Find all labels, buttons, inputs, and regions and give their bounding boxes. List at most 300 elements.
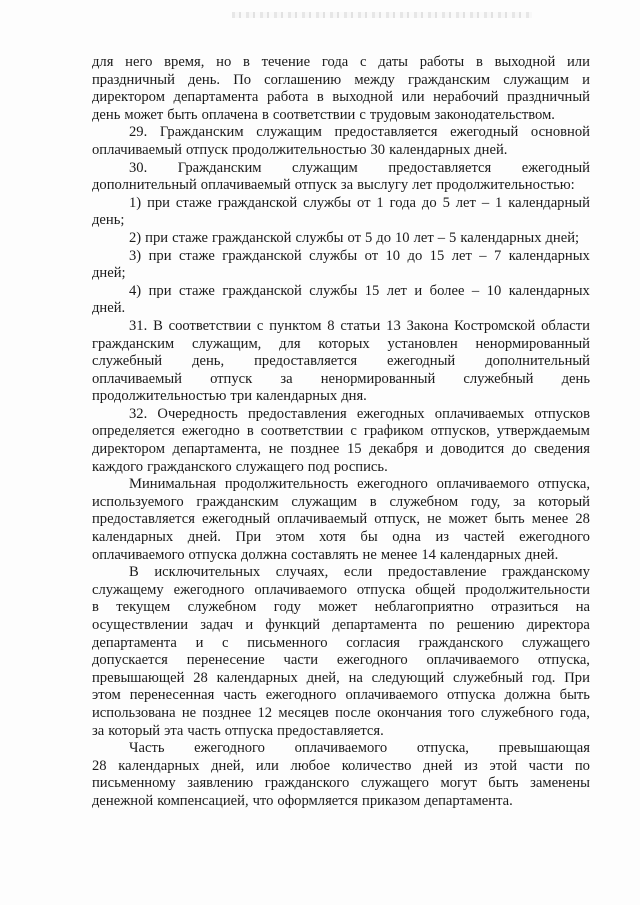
text-line (92, 300, 590, 318)
text-word: из (435, 529, 450, 546)
text-word: часть (223, 687, 257, 704)
text-word: при (147, 194, 170, 211)
text-word: эта (164, 722, 184, 739)
text-word: предоставляется (92, 511, 195, 528)
text-line (92, 459, 590, 477)
text-word: этой (489, 757, 518, 774)
text-line (92, 617, 590, 635)
text-word: – (481, 194, 490, 211)
text-word: В (129, 564, 139, 581)
text-word: более (429, 282, 465, 299)
text-word: перенесение (186, 652, 265, 669)
text-word: быть (559, 687, 590, 704)
text-line (92, 388, 590, 406)
text-word: этом (275, 529, 305, 546)
text-word: работа (267, 89, 309, 106)
text-word: частей (463, 529, 505, 546)
text-word: лет (451, 247, 472, 264)
text-word: каждого (92, 458, 144, 475)
text-word: в (475, 54, 483, 70)
text-word: 10 (395, 229, 410, 246)
text-word: одна (392, 529, 421, 546)
text-word: 13 (386, 317, 401, 334)
text-word: – (437, 229, 446, 246)
text-word: лет (386, 282, 407, 299)
text-word: 1 (495, 194, 503, 211)
text-word: стаже (179, 282, 215, 299)
text-word: дней (423, 757, 453, 774)
text-word: общей (415, 581, 456, 598)
text-word: между (354, 71, 395, 88)
text-word: предоставляется (254, 353, 358, 370)
text-line (92, 248, 590, 266)
text-word: 28 (92, 757, 107, 774)
text-word: 5 (449, 229, 457, 246)
text-word: 5 (442, 194, 450, 211)
text-word: гражданским (196, 493, 279, 510)
text-word: 5 (364, 229, 373, 246)
text-line (92, 441, 590, 459)
text-word: текущем (116, 599, 171, 616)
text-word: ежегодный (450, 124, 519, 141)
text-word: определяется (92, 423, 175, 440)
text-word: выходной (332, 89, 394, 106)
text-word: департамента (173, 89, 259, 106)
text-word: отпуска (188, 546, 237, 563)
text-line (92, 687, 590, 705)
text-word: продолжительностью (92, 388, 227, 405)
document-body (92, 54, 590, 811)
text-word: 32. (129, 405, 148, 422)
text-word: отразиться (491, 599, 559, 616)
text-word: ежегодного (265, 687, 337, 704)
text-word: служебный (463, 370, 534, 387)
text-word: но (216, 54, 232, 70)
text-word: ежегодных (356, 405, 425, 422)
text-word: оплачиваемого (426, 652, 520, 669)
text-word: день; (92, 212, 125, 229)
text-line (92, 529, 590, 547)
text-word: По (233, 71, 252, 88)
text-word: оплачиваемого (436, 476, 530, 493)
text-word: оплачиваемого (92, 546, 185, 563)
text-word: отпуск (185, 141, 229, 158)
text-word: части (528, 757, 564, 774)
text-word: календарных (389, 141, 471, 158)
text-word: календарных (508, 282, 590, 299)
text-word: оплачиваемых (434, 405, 525, 422)
text-word: Минимальная (129, 476, 217, 493)
text-word: менее (531, 511, 569, 528)
text-word: от (357, 194, 371, 211)
text-word: исключительных (154, 564, 261, 581)
text-word: гражданским (407, 71, 491, 88)
text-word: должна (240, 546, 288, 563)
text-word: 14 (421, 546, 436, 563)
text-word: служащим (292, 159, 358, 176)
text-word: течение (261, 54, 311, 70)
text-word: календарный (508, 194, 590, 211)
text-word: в (316, 89, 324, 106)
text-word: гражданского (264, 775, 350, 792)
text-word: 30 (370, 141, 386, 158)
text-word: с (350, 423, 357, 440)
text-word: ежегодно (181, 423, 240, 440)
text-word: окончания (377, 704, 442, 721)
text-word: дней; (92, 265, 126, 282)
text-word: 28 (575, 511, 590, 528)
text-word: того (448, 704, 475, 721)
text-word: законодательством. (434, 106, 555, 123)
text-word: дополнительный (485, 353, 590, 370)
text-word: соглашению (264, 71, 342, 88)
text-word: дней. (187, 529, 221, 546)
text-word: в (92, 599, 99, 616)
text-word: ежегодный (387, 353, 456, 370)
text-line (92, 723, 590, 741)
text-word: письменного (247, 634, 328, 651)
text-word: соответствии (260, 423, 344, 440)
text-word: в (246, 423, 254, 440)
text-word: директором (92, 441, 165, 458)
text-word: до (407, 247, 423, 264)
text-word: служащим (291, 493, 358, 510)
text-word: в (243, 54, 250, 70)
text-line (92, 511, 590, 529)
text-word: 10 (385, 247, 401, 264)
text-word: может (318, 599, 358, 616)
text-word: оплачиваемый (277, 511, 368, 528)
text-word: предоставление (387, 564, 487, 581)
text-word: осуществлении (92, 617, 189, 633)
text-line (92, 353, 590, 371)
text-word: продолжительностью (232, 141, 367, 158)
text-line (92, 124, 590, 142)
text-word: дней; (545, 229, 580, 246)
text-word: отпуска, (537, 476, 590, 493)
text-word: 15 (429, 247, 445, 264)
text-line (92, 371, 590, 389)
text-word: быть (167, 106, 198, 123)
text-word: лет (412, 177, 433, 194)
text-word: дней, (306, 669, 340, 686)
text-word: за (513, 493, 526, 510)
text-word: даты (378, 54, 408, 70)
text-word: Часть (129, 740, 165, 757)
text-word: заменены (530, 775, 590, 792)
text-line (92, 599, 590, 617)
text-word: дней. (92, 300, 126, 317)
text-word: Гражданским (177, 159, 262, 176)
text-word: праздничный (92, 71, 175, 88)
text-word: оплачиваемый (92, 141, 182, 158)
text-word: для (279, 335, 301, 352)
text-word: отпусков (534, 405, 590, 422)
text-word: или (255, 757, 279, 774)
text-word: допускается (92, 652, 168, 669)
text-word: 8 (327, 317, 335, 334)
text-word: части (283, 652, 319, 669)
text-word: служащим, (191, 335, 262, 352)
text-word: используемого (92, 493, 184, 510)
text-word: составлять (291, 546, 359, 563)
text-word: доводится (440, 441, 505, 458)
text-word: 31. (129, 317, 148, 334)
text-word: время, (164, 54, 205, 70)
text-word: до (511, 441, 527, 458)
text-word: При (235, 529, 262, 546)
text-word: денежной (92, 792, 154, 809)
text-word: перенесенная (129, 687, 215, 704)
text-word: директором (92, 89, 165, 106)
text-word: месяцев (278, 704, 329, 721)
text-word: ежегодного (173, 581, 245, 598)
text-word: лет (455, 194, 476, 211)
text-line (92, 336, 590, 354)
text-word: отпуска (224, 722, 274, 739)
text-word: этом (92, 687, 121, 704)
text-word: в (261, 106, 269, 123)
text-word: оплачиваемого (345, 687, 439, 704)
text-word: праздничный (507, 89, 590, 106)
text-word: не (362, 546, 377, 563)
text-word: при (148, 247, 172, 264)
text-word: основной (530, 124, 590, 141)
scan-artifact (232, 12, 532, 18)
text-word: него (125, 54, 153, 70)
text-word: который (538, 493, 590, 510)
text-word: лет (413, 229, 434, 246)
text-word: предоставления (247, 405, 347, 422)
text-word: если (343, 564, 373, 581)
text-word: департамента. (424, 792, 513, 809)
text-word: ненормированный (320, 370, 436, 387)
text-word: и (425, 441, 434, 458)
text-line (92, 318, 590, 336)
text-word: и (245, 617, 254, 633)
text-word: отпуска, (537, 652, 590, 669)
text-word: дополнительный (92, 177, 197, 194)
text-word: области (541, 317, 590, 334)
text-word: предоставляется (334, 124, 438, 141)
text-word: службы (309, 247, 358, 264)
text-word: 3) (129, 247, 142, 264)
text-word: сведения (534, 441, 590, 458)
text-word: позднее (202, 704, 252, 721)
text-word: установлен (387, 335, 458, 352)
text-line (92, 494, 590, 512)
text-word: оплачиваемого (294, 740, 388, 757)
text-word: что (252, 792, 274, 809)
text-word: ежегодного (336, 652, 408, 669)
text-word: служебного (480, 704, 554, 721)
text-line (92, 54, 590, 72)
text-word: Закона (406, 317, 449, 334)
text-word: календарных (460, 229, 542, 246)
text-word: служебный (452, 669, 524, 686)
text-word: служащего (235, 458, 304, 475)
text-word: отпуск (210, 370, 253, 387)
text-word: 15 (346, 441, 362, 458)
text-line (92, 740, 590, 758)
text-word: случаях, (275, 564, 329, 581)
text-word: при (145, 229, 169, 246)
text-word: превышающая (498, 740, 590, 757)
text-line (92, 705, 590, 723)
text-word: ежегодного (519, 529, 590, 546)
text-word: соответствии (168, 317, 252, 334)
text-word: пунктом (269, 317, 322, 334)
text-line (92, 582, 590, 600)
text-word: 7 (493, 247, 502, 264)
text-word: служащим (256, 124, 322, 141)
text-word: не (181, 704, 197, 721)
text-line (92, 283, 590, 301)
text-word: В (153, 317, 163, 334)
text-word: решению (456, 617, 515, 633)
text-word: отпусков, (430, 423, 490, 440)
text-word: часть (187, 722, 221, 739)
text-line (92, 195, 590, 213)
text-word: календарных (439, 546, 522, 563)
text-word: гражданской (222, 282, 302, 299)
text-word: ежегодный (521, 159, 590, 176)
text-word: 12 (257, 704, 273, 721)
text-word: служащему (92, 581, 164, 598)
text-word: стаже (172, 229, 208, 246)
text-word: соответствии (272, 106, 356, 123)
text-word: на (575, 599, 590, 616)
text-word: за (280, 370, 293, 387)
text-word: день, (192, 353, 225, 370)
text-word: должна (504, 687, 551, 704)
text-word: календарных (118, 757, 200, 774)
text-word: выходной (494, 54, 556, 70)
text-word: отпуск, (374, 511, 421, 528)
text-word: функций (265, 617, 321, 633)
text-word: не (427, 511, 442, 528)
text-word: дня. (341, 388, 367, 405)
text-word: При (564, 669, 590, 686)
text-word: календарных (216, 669, 298, 686)
text-word: выслугу (357, 177, 409, 194)
text-word: стаже (175, 194, 212, 211)
text-word: директора (526, 617, 590, 633)
text-word: продолжительностью: (436, 177, 575, 194)
text-word: – (479, 247, 487, 264)
text-line (92, 775, 590, 793)
text-word: следующий (371, 669, 445, 686)
text-word: 15 (364, 282, 380, 299)
text-word: служащего (360, 775, 429, 792)
text-word: с (256, 317, 264, 334)
text-word: 4) (129, 282, 142, 299)
text-word: которых (318, 335, 370, 352)
text-word: гражданского (418, 634, 504, 651)
text-word: нерабочий (433, 89, 499, 106)
text-word: отпуска (447, 687, 496, 704)
text-word: 10 (486, 282, 502, 299)
text-word: после (335, 704, 371, 721)
text-word: или (567, 54, 590, 70)
text-word: предоставляется. (277, 722, 384, 739)
text-word: служащим (503, 71, 569, 88)
text-word: от (364, 247, 379, 264)
text-word: позднее (290, 441, 340, 458)
text-word: служебном (389, 493, 459, 510)
text-word: Костромской (454, 317, 536, 334)
text-word: для (92, 54, 114, 70)
text-word: отпуск (294, 177, 337, 194)
text-word: который (108, 722, 161, 739)
text-word: дней. (525, 546, 559, 563)
text-word: по (429, 617, 445, 633)
text-word: утверждаемым (496, 423, 590, 440)
text-word: ежегодного (194, 740, 265, 757)
text-word: 1 (376, 194, 384, 211)
text-word: продолжительность (224, 476, 349, 493)
text-word: год. (531, 669, 556, 686)
text-line (92, 652, 590, 670)
text-word: служебный (92, 353, 163, 370)
text-line (92, 107, 590, 125)
text-word: из (464, 757, 478, 774)
text-word: приказом (362, 792, 421, 809)
text-word: службы (309, 282, 358, 299)
text-line (92, 72, 590, 90)
text-word: использована (92, 704, 176, 721)
text-word: может (124, 106, 164, 123)
text-word: на (348, 669, 363, 686)
text-word: и (414, 282, 423, 299)
text-word: от (347, 229, 361, 246)
text-word: и (582, 71, 590, 88)
text-word: трудовым (369, 106, 431, 123)
text-line (92, 212, 590, 230)
text-line (92, 793, 590, 811)
text-word: согласия (346, 634, 400, 651)
text-line (92, 406, 590, 424)
text-word: года (389, 194, 417, 211)
text-word: статьи (340, 317, 381, 334)
text-word: под (307, 458, 330, 475)
text-word: гражданскому (502, 564, 590, 581)
text-word: любое (290, 757, 331, 774)
text-word: может (448, 511, 488, 528)
text-word: день (561, 370, 590, 387)
text-word: заявлению (187, 775, 254, 792)
text-word: гражданской (217, 194, 298, 211)
text-word: или (401, 89, 425, 106)
text-word: 2) (129, 229, 142, 246)
text-word: дней. (474, 141, 508, 158)
text-word: письменному (92, 775, 176, 792)
text-line (92, 635, 590, 653)
text-word: года, (559, 704, 590, 721)
text-word: календарных (92, 529, 174, 546)
text-word: могут (440, 775, 477, 792)
text-word: году, (470, 493, 501, 510)
text-word: года (321, 54, 349, 70)
text-word: календарных (256, 388, 338, 405)
text-word: неблагоприятно (374, 599, 474, 616)
text-word: предоставляется (388, 159, 492, 176)
text-word: гражданской (211, 229, 292, 246)
text-line (92, 177, 590, 195)
text-word: дней, (211, 757, 245, 774)
text-word: 28 (193, 669, 208, 686)
text-word: компенсацией, (157, 792, 249, 809)
